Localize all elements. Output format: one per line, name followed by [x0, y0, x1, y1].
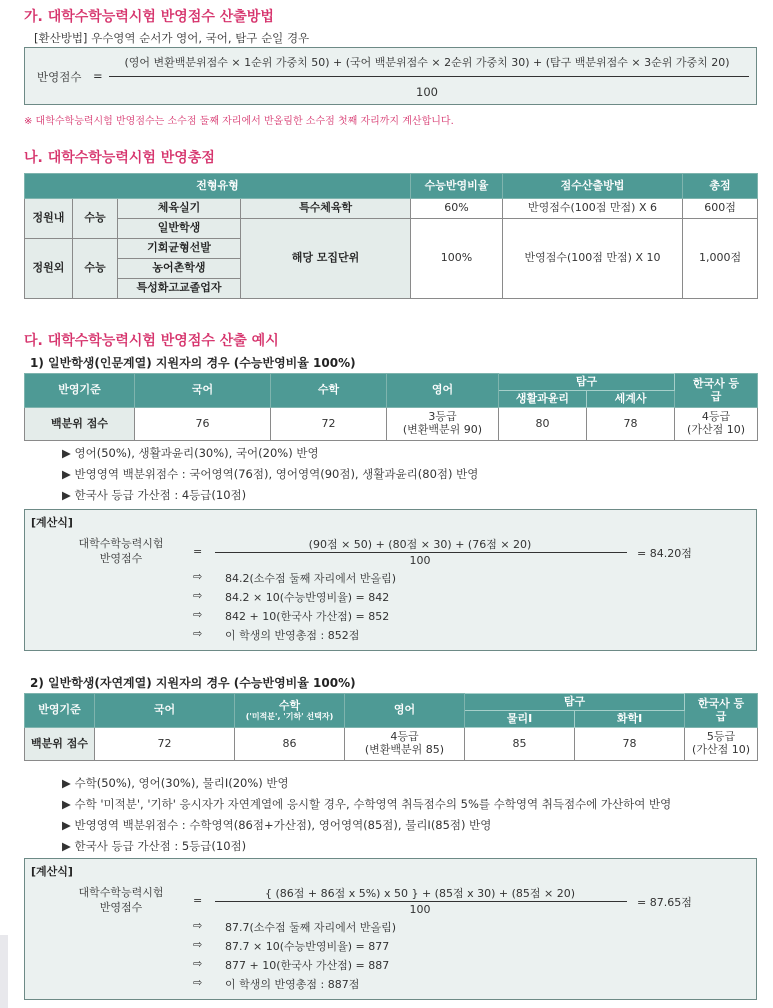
formula-numerator: (영어 변환백분위점수 × 1순위 가중치 50) + (국어 백분위점수 × 2순위 가중치 30) + (탐구 백분위점수 × 3순위 가중치 20) — [124, 56, 730, 69]
ex1-header-world-history: 세계사 — [587, 391, 675, 408]
type-general: 일반학생 — [118, 219, 241, 239]
ratio-sports: 60% — [411, 199, 503, 219]
ex2-header-math — [235, 694, 345, 728]
ex1-calc-numerator: (90점 × 50) + (80점 × 30) + (76점 × 20) — [308, 538, 532, 551]
ex2-step: 87.7(소수점 둘째 자리에서 반올림) — [225, 921, 397, 934]
ex2-math-score: 86 — [235, 728, 345, 761]
total-score-table — [24, 173, 758, 299]
ex2-step: 이 학생의 반영총점 : 887점 — [225, 978, 360, 991]
arrow-icon: ⇨ — [193, 589, 203, 602]
ex2-calc-title: [계산식] — [31, 865, 73, 878]
ex2-step: 87.7 × 10(수능반영비율) = 877 — [225, 940, 390, 953]
ex1-history-grade-value: 4등급 — [701, 410, 731, 424]
total-general: 1,000점 — [683, 219, 758, 299]
ex1-calc-box — [24, 509, 757, 651]
ex1-step: 842 + 10(한국사 가산점) = 852 — [225, 610, 390, 623]
arrow-icon: ⇨ — [193, 976, 203, 989]
ex1-step: 84.2 × 10(수능반영비율) = 842 — [225, 591, 390, 604]
ex1-english-converted: (변환백분위 90) — [402, 423, 483, 436]
ex1-calc-label-line1: 대학수학능력시험 — [78, 537, 164, 550]
ex1-header-history: 한국사 등급 — [675, 374, 758, 408]
ratio-general: 100% — [411, 219, 503, 299]
ex1-header-base: 반영기준 — [25, 374, 135, 408]
type-rural: 농어촌학생 — [118, 259, 241, 279]
ex2-calc-result: = 87.65점 — [637, 896, 692, 909]
ex2-row-label: 백분위 점수 — [25, 728, 95, 761]
section-ga-title: 가. 대학수학능력시험 반영점수 산출방법 — [24, 9, 274, 25]
arrow-icon: ⇨ — [193, 627, 203, 640]
ex1-bullet: ▶ 영어(50%), 생활과윤리(30%), 국어(20%) 반영 — [62, 446, 319, 460]
ex2-calc-equals: = — [193, 894, 203, 907]
ex2-bullet: ▶ 한국사 등급 가산점 : 5등급(10점) — [62, 839, 247, 853]
example2-subtitle: 2) 일반학생(자연계열) 지원자의 경우 (수능반영비율 100%) — [30, 676, 356, 690]
example1-subtitle: 1) 일반학생(인문계열) 지원자의 경우 (수능반영비율 100%) — [30, 356, 356, 370]
ex1-bullet: ▶ 반영영역 백분위점수 : 국어영역(76점), 영어영역(90점), 생활과윤리(80점) 반영 — [62, 467, 479, 481]
arrow-icon: ⇨ — [193, 608, 203, 621]
ex1-bullet: ▶ 한국사 등급 가산점 : 4등급(10점) — [62, 488, 247, 502]
suneung-label: 수능 — [73, 199, 118, 239]
formula-box — [24, 47, 757, 105]
ex2-header-chemistry: 화학Ⅰ — [575, 711, 685, 728]
ex1-header-ethics: 생활과윤리 — [499, 391, 587, 408]
ex1-english-score — [387, 408, 499, 441]
arrow-icon: ⇨ — [193, 919, 203, 932]
ex2-header-base: 반영기준 — [25, 694, 95, 728]
ex2-calc-numerator: { (86점 + 86점 x 5%) x 50 } + (85점 x 30) + (85점 × 20) — [264, 887, 576, 900]
ex2-english-converted: (변환백분위 85) — [364, 743, 445, 756]
ex2-header-english: 영어 — [345, 694, 465, 728]
ex2-header-korean: 국어 — [95, 694, 235, 728]
ex2-history-grade-value: 5등급 — [706, 730, 736, 744]
ex2-header-math-note: ('미적분', '기하' 선택자) — [245, 712, 334, 722]
ex1-header-tamgu: 탐구 — [499, 374, 675, 391]
suneung-label-2: 수능 — [73, 239, 118, 299]
arrow-icon: ⇨ — [193, 570, 203, 583]
ex2-calc-label-line2: 반영점수 — [99, 901, 143, 914]
header-suneung-ratio: 수능반영비율 — [411, 174, 503, 199]
ex2-history-bonus: (가산점 10) — [692, 743, 750, 756]
type-vocational: 특성화고교졸업자 — [118, 279, 241, 299]
ex2-header-history: 한국사 등급 — [685, 694, 758, 728]
ex1-calc-label-line2: 반영점수 — [99, 552, 143, 565]
ex2-header-physics: 물리Ⅰ — [465, 711, 575, 728]
ex1-step: 이 학생의 반영총점 : 852점 — [225, 629, 360, 642]
unit-relevant: 해당 모집단위 — [241, 219, 411, 299]
formula-label: 반영점수 — [37, 70, 82, 84]
page-side-tab — [0, 935, 8, 1008]
arrow-icon: ⇨ — [193, 957, 203, 970]
ex1-ethics-score: 80 — [499, 408, 587, 441]
ex2-calc-label — [69, 885, 173, 915]
conversion-method: [환산방법] 우수영역 순서가 영어, 국어, 탐구 순일 경우 — [34, 31, 310, 45]
rounding-note: ※ 대학수학능력시험 반영점수는 소수점 둘째 자리에서 반올림한 소수점 첫째 자리까지 계산합니다. — [24, 116, 454, 127]
ex1-calc-fraction-line — [215, 552, 627, 553]
ex2-korean-score: 72 — [95, 728, 235, 761]
ex1-history-bonus: (가산점 10) — [687, 423, 745, 436]
ex1-calc-result: = 84.20점 — [637, 547, 692, 560]
header-total: 총점 — [683, 174, 758, 199]
section-na-title: 나. 대학수학능력시험 반영총점 — [24, 150, 215, 166]
ex1-english-grade: 3등급 — [428, 410, 457, 424]
ex1-calc-denominator: 100 — [409, 554, 431, 567]
ex1-header-math: 수학 — [271, 374, 387, 408]
ex2-bullet: ▶ 반영영역 백분위점수 : 수학영역(86점+가산점), 영어영역(85점), 물리Ⅰ(85점) 반영 — [62, 818, 492, 832]
ex1-calc-label — [69, 536, 173, 566]
header-admission-type: 전형유형 — [25, 174, 411, 199]
example2-table — [24, 693, 758, 761]
ex1-header-korean: 국어 — [135, 374, 271, 408]
unit-special-pe: 특수체육학 — [241, 199, 411, 219]
formula-denominator: 100 — [416, 85, 438, 99]
ex2-calc-box — [24, 858, 757, 1000]
ex1-header-english: 영어 — [387, 374, 499, 408]
quota-out-label: 정원외 — [25, 239, 73, 299]
header-calc-method: 점수산출방법 — [503, 174, 683, 199]
ex2-header-tamgu: 탐구 — [465, 694, 685, 711]
ex1-row-label: 백분위 점수 — [25, 408, 135, 441]
ex2-calc-denominator: 100 — [409, 903, 431, 916]
type-sports: 체육실기 — [118, 199, 241, 219]
ex2-history-grade — [685, 728, 758, 761]
method-general: 반영점수(100점 만점) X 10 — [503, 219, 683, 299]
ex1-history-grade — [675, 408, 758, 441]
formula-fraction-line — [109, 76, 749, 77]
example1-table — [24, 373, 758, 441]
arrow-icon: ⇨ — [193, 938, 203, 951]
ex1-step: 84.2(소수점 둘째 자리에서 반올림) — [225, 572, 397, 585]
total-sports: 600점 — [683, 199, 758, 219]
ex1-calc-title: [계산식] — [31, 516, 73, 529]
method-sports: 반영점수(100점 만점) X 6 — [503, 199, 683, 219]
ex2-calc-fraction-line — [215, 901, 627, 902]
ex2-bullet: ▶ 수학(50%), 영어(30%), 물리Ⅰ(20%) 반영 — [62, 776, 289, 790]
ex2-header-math-label: 수학 — [278, 698, 301, 712]
ex2-english-grade: 4등급 — [390, 730, 419, 744]
ex2-calc-label-line1: 대학수학능력시험 — [78, 886, 164, 899]
ex1-world-history-score: 78 — [587, 408, 675, 441]
section-da-title: 다. 대학수학능력시험 반영점수 산출 예시 — [24, 333, 279, 349]
ex1-korean-score: 76 — [135, 408, 271, 441]
ex2-bullet: ▶ 수학 '미적분', '기하' 응시자가 자연계열에 응시할 경우, 수학영역 취득점수의 5%를 수학영역 취득점수에 가산하여 반영 — [62, 797, 672, 811]
type-equal-opportunity: 기회균형선발 — [118, 239, 241, 259]
quota-in-label: 정원내 — [25, 199, 73, 239]
ex2-chemistry-score: 78 — [575, 728, 685, 761]
ex2-step: 877 + 10(한국사 가산점) = 887 — [225, 959, 390, 972]
ex1-math-score: 72 — [271, 408, 387, 441]
formula-equals: = — [93, 69, 103, 83]
ex1-calc-equals: = — [193, 545, 203, 558]
ex2-physics-score: 85 — [465, 728, 575, 761]
ex2-english-score — [345, 728, 465, 761]
